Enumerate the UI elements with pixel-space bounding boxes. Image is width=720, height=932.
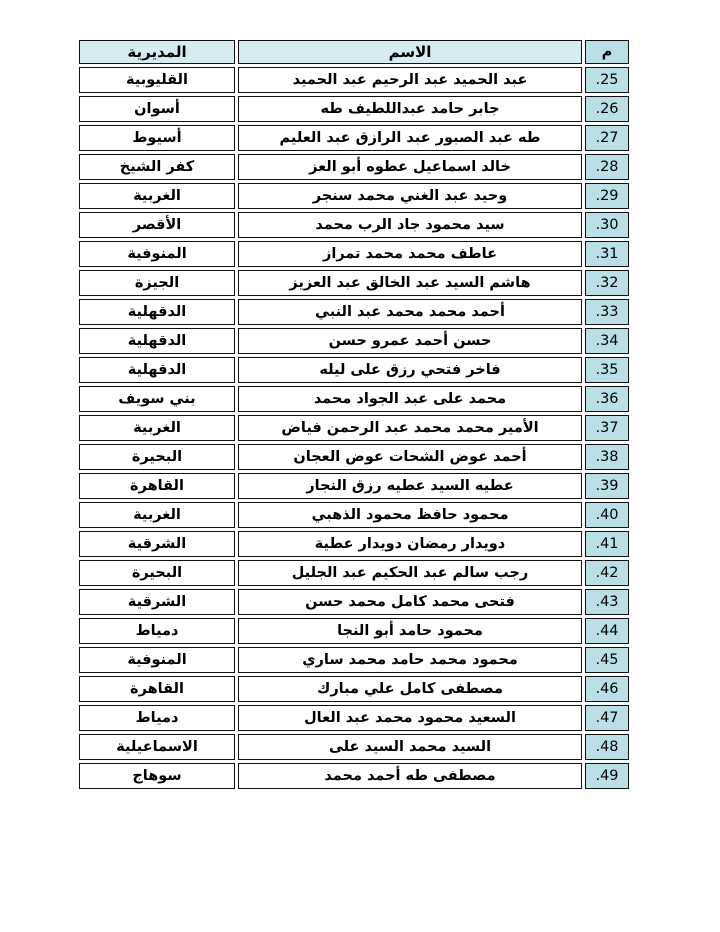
row-name-cell: خالد اسماعيل عطوه أبو العز [238,154,582,180]
row-name-cell: حسن أحمد عمرو حسن [238,328,582,354]
row-directorate-cell: المنوفية [79,647,235,673]
table-row [79,357,629,383]
row-name-cell: رجب سالم عبد الحكيم عبد الجليل [238,560,582,586]
table-row [79,241,629,267]
row-number-cell: 36. [585,386,629,412]
row-number-cell: 47. [585,705,629,731]
row-name-cell: جابر حامد عبداللطيف طه [238,96,582,122]
table-row [79,705,629,731]
row-directorate-cell: الدقهلية [79,299,235,325]
table-row [79,299,629,325]
row-name-cell: مصطفى كامل علي مبارك [238,676,582,702]
table-row [79,125,629,151]
row-number-cell: 35. [585,357,629,383]
row-directorate-cell: الغربية [79,183,235,209]
row-name-cell: وحيد عبد الغني محمد سنجر [238,183,582,209]
row-directorate-cell: الغربية [79,415,235,441]
row-number-cell: 39. [585,473,629,499]
table-row [79,415,629,441]
row-directorate-cell: البحيرة [79,560,235,586]
table-row [79,589,629,615]
table-row [79,763,629,789]
row-name-cell: عبد الحميد عبد الرحيم عبد الحميد [238,67,582,93]
table-row [79,212,629,238]
row-directorate-cell: الدقهلية [79,357,235,383]
row-name-cell: مصطفى طه أحمد محمد [238,763,582,789]
table-row [79,386,629,412]
row-number-cell: 40. [585,502,629,528]
row-directorate-cell: الاسماعيلية [79,734,235,760]
row-number-cell: 45. [585,647,629,673]
row-number-cell: 49. [585,763,629,789]
row-directorate-cell: البحيرة [79,444,235,470]
roster-body [79,67,629,789]
table-row [79,183,629,209]
row-directorate-cell: دمياط [79,618,235,644]
row-name-cell: دويدار رمضان دويدار عطية [238,531,582,557]
row-directorate-cell: الغربية [79,502,235,528]
row-number-cell: 30. [585,212,629,238]
row-number-cell: 28. [585,154,629,180]
row-number-cell: 32. [585,270,629,296]
row-directorate-cell: كفر الشيخ [79,154,235,180]
row-number-cell: 43. [585,589,629,615]
row-directorate-cell: الشرقية [79,531,235,557]
row-number-cell: 44. [585,618,629,644]
row-directorate-cell: الشرقية [79,589,235,615]
table-row [79,328,629,354]
row-directorate-cell: أسيوط [79,125,235,151]
roster-table [76,37,632,792]
row-number-cell: 34. [585,328,629,354]
row-directorate-cell: سوهاج [79,763,235,789]
row-number-cell: 25. [585,67,629,93]
table-row [79,96,629,122]
row-number-cell: 38. [585,444,629,470]
header-directorate: المديرية [79,40,235,64]
row-number-cell: 31. [585,241,629,267]
row-name-cell: هاشم السيد عبد الخالق عبد العزيز [238,270,582,296]
row-number-cell: 41. [585,531,629,557]
table-row [79,618,629,644]
row-name-cell: السيد محمد السيد على [238,734,582,760]
row-number-cell: 46. [585,676,629,702]
row-name-cell: سيد محمود جاد الرب محمد [238,212,582,238]
header-row [79,40,629,64]
row-name-cell: محمود حامد أبو النجا [238,618,582,644]
table-row [79,502,629,528]
row-directorate-cell: الجيزة [79,270,235,296]
row-name-cell: السعيد محمود محمد عبد العال [238,705,582,731]
row-name-cell: فتحى محمد كامل محمد حسن [238,589,582,615]
table-row [79,154,629,180]
row-name-cell: عاطف محمد محمد تمراز [238,241,582,267]
table-row [79,531,629,557]
header-name: الاسم [238,40,582,64]
row-name-cell: الأمير محمد محمد عبد الرحمن فياض [238,415,582,441]
row-name-cell: أحمد عوض الشحات عوض العجان [238,444,582,470]
table-row [79,647,629,673]
row-directorate-cell: بني سويف [79,386,235,412]
table-row [79,560,629,586]
row-directorate-cell: القليوبية [79,67,235,93]
row-directorate-cell: المنوفية [79,241,235,267]
table-row [79,676,629,702]
row-number-cell: 27. [585,125,629,151]
row-directorate-cell: الأقصر [79,212,235,238]
row-name-cell: طه عبد الصبور عبد الرازق عبد العليم [238,125,582,151]
row-number-cell: 37. [585,415,629,441]
row-name-cell: أحمد محمد محمد عبد النبي [238,299,582,325]
row-number-cell: 42. [585,560,629,586]
table-row [79,444,629,470]
row-directorate-cell: الدقهلية [79,328,235,354]
row-name-cell: محمود حافظ محمود الذهبي [238,502,582,528]
row-name-cell: محمد على عبد الجواد محمد [238,386,582,412]
row-name-cell: فاخر فتحي رزق على ليله [238,357,582,383]
table-row [79,473,629,499]
row-directorate-cell: دمياط [79,705,235,731]
header-number: م [585,40,629,64]
table-row [79,734,629,760]
row-directorate-cell: أسوان [79,96,235,122]
table-row [79,67,629,93]
row-number-cell: 33. [585,299,629,325]
table-row [79,270,629,296]
row-name-cell: عطيه السيد عطيه رزق النجار [238,473,582,499]
row-number-cell: 26. [585,96,629,122]
row-directorate-cell: القاهرة [79,473,235,499]
row-directorate-cell: القاهرة [79,676,235,702]
row-number-cell: 48. [585,734,629,760]
row-number-cell: 29. [585,183,629,209]
row-name-cell: محمود محمد حامد محمد ساري [238,647,582,673]
